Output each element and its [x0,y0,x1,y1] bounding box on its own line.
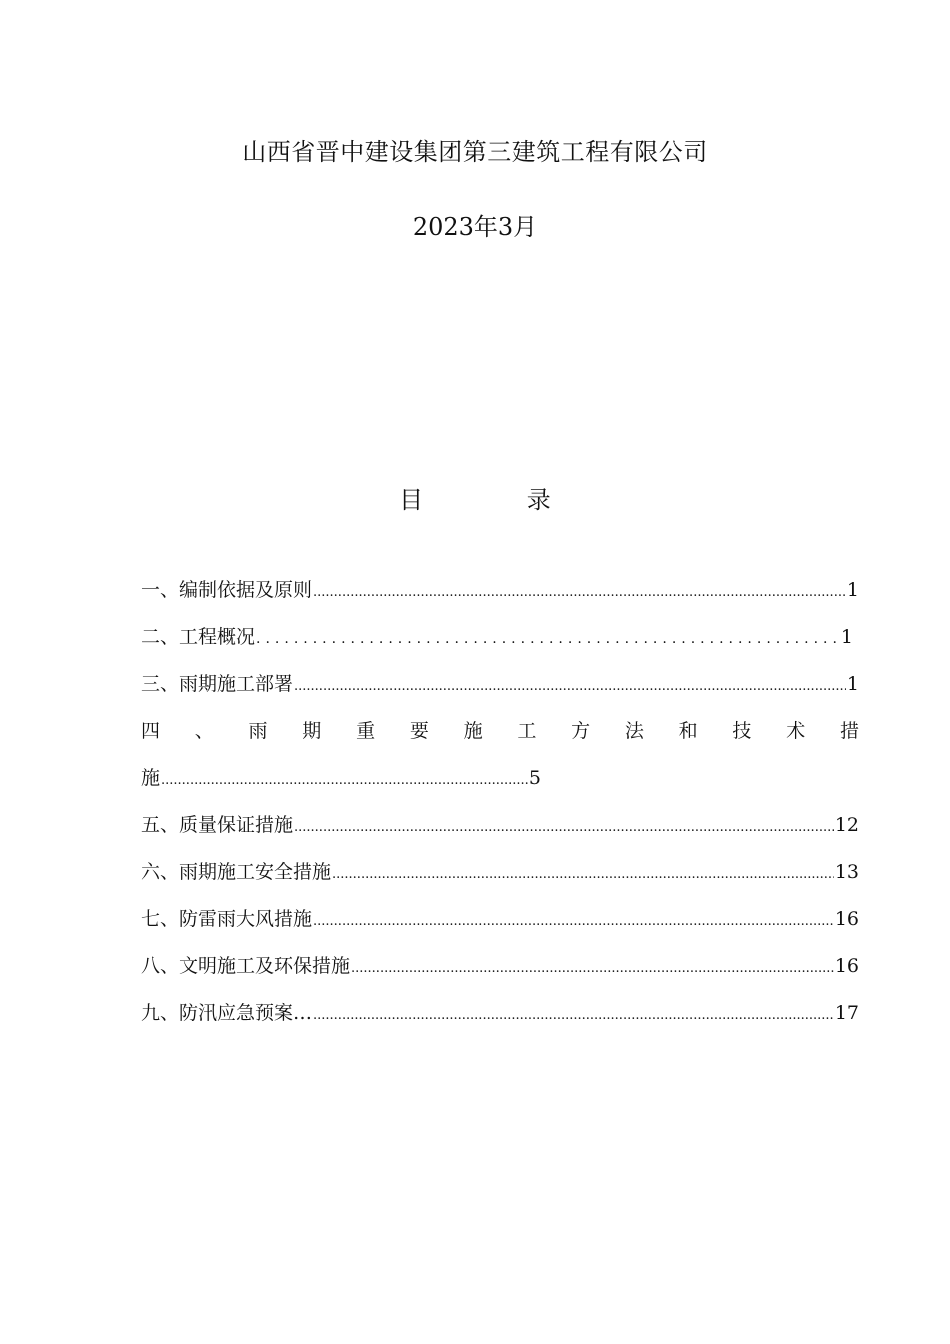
toc-item[interactable] [141,668,859,715]
toc-item-char: 重 [356,720,376,742]
toc-item-page: 12 [834,814,859,836]
toc-title: 目 录 [399,486,599,514]
toc-item-label: 七、防雷雨大风措施 [141,908,313,930]
toc-item-label: 八、文明施工及环保措施 [141,955,351,977]
toc-item-char: 术 [786,720,806,742]
toc-item-char: 技 [732,720,752,742]
toc-item[interactable] [141,574,859,621]
toc-item-label: 二、工程概况 [141,626,256,648]
toc-item-page: 1 [840,626,853,648]
toc-leader-dots [256,623,840,655]
toc-item[interactable] [141,997,859,1044]
toc-leader-dots [332,859,834,891]
toc-item-label: 五、质量保证措施 [141,814,294,836]
toc-item[interactable] [141,621,859,668]
toc-item-label: 三、雨期施工部署 [141,673,294,695]
toc-item[interactable] [141,903,859,950]
toc-item-page: 16 [834,955,859,977]
toc-leader-dots [313,906,834,938]
toc-item-char: 法 [624,720,644,742]
toc-item-page: 1 [846,579,859,601]
toc-item-continuation[interactable] [141,762,541,809]
table-of-contents [141,574,859,1044]
toc-item-label: 一、编制依据及原则 [141,579,313,601]
toc-item-label: 施 [141,767,161,789]
toc-item-page: 16 [834,908,859,930]
toc-item[interactable] [141,950,859,997]
toc-leader-dots [313,577,846,609]
toc-item-page: 5 [528,767,541,789]
toc-item-char: 工 [517,720,537,742]
toc-leader-dots [294,812,834,844]
toc-item-char: 和 [678,720,698,742]
toc-item-label: 六、雨期施工安全措施 [141,861,332,883]
toc-item-char: 要 [409,720,429,742]
toc-item-char: 、 [194,720,214,742]
toc-item-char: 方 [571,720,591,742]
toc-item-char: 雨 [248,720,268,742]
toc-item-label: 九、防汛应急预案… [141,1002,313,1024]
toc-item-page: 17 [834,1002,859,1024]
toc-leader-dots [294,671,846,703]
toc-leader-dots [351,953,834,985]
toc-item-char: 期 [302,720,322,742]
toc-item-char: 措 [839,720,859,742]
toc-item[interactable] [141,856,859,903]
toc-item-page: 13 [834,861,859,883]
document-date: 2023年3月 [412,213,538,241]
toc-item-page: 1 [846,673,859,695]
toc-leader-dots [313,1000,834,1032]
toc-item[interactable] [141,715,859,762]
toc-item[interactable] [141,809,859,856]
company-name: 山西省晋中建设集团第三建筑工程有限公司 [242,138,708,166]
toc-leader-dots [161,765,528,797]
toc-item-char: 施 [463,720,483,742]
toc-item-char: 四 [141,720,161,742]
toc-item-label-justified [141,715,859,747]
